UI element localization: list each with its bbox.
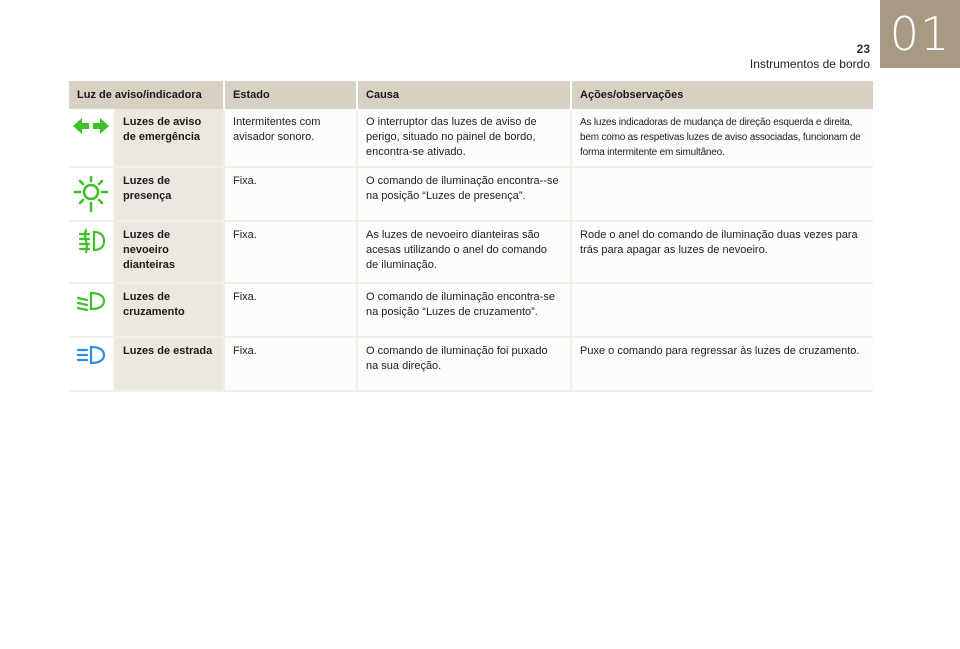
light-state: Fixa. (225, 222, 358, 284)
section-title: Instrumentos de bordo (749, 57, 870, 71)
light-name: Luzes de presença (115, 168, 225, 222)
light-action: Puxe o comando para regressar às luzes de cruzamento. (572, 338, 873, 392)
front-fog-lights-icon (76, 245, 106, 257)
light-cause: O comando de iluminação encontra--se na posição “Luzes de presença”. (358, 168, 572, 222)
light-cause: O interruptor das luzes de aviso de perigo, situado no painel de bordo, encontra-se ativado. (358, 109, 572, 168)
column-header-cause: Causa (358, 81, 572, 109)
dipped-beam-icon (75, 303, 107, 315)
light-state: Intermitentes com avisador sonoro. (225, 109, 358, 168)
column-header-action: Ações/observações (572, 81, 873, 109)
table-row (69, 284, 873, 338)
table-row (69, 222, 873, 284)
light-cause: O comando de iluminação foi puxado na sua direção. (358, 338, 572, 392)
column-header-light: Luz de aviso/indicadora (69, 81, 225, 109)
main-beam-icon (75, 357, 107, 369)
chapter-tab: 01 (880, 0, 960, 68)
light-action (572, 168, 873, 222)
table-row (69, 338, 873, 392)
light-cause: O comando de iluminação encontra-se na posição “Luzes de cruzamento”. (358, 284, 572, 338)
table-row (69, 109, 873, 168)
light-state: Fixa. (225, 338, 358, 392)
light-cause: As luzes de nevoeiro dianteiras são acesas utilizando o anel do comando de iluminação. (358, 222, 572, 284)
hazard-arrows-icon (71, 128, 111, 140)
sidelights-icon (72, 205, 110, 217)
light-state: Fixa. (225, 168, 358, 222)
light-name: Luzes de aviso de emergência (115, 109, 225, 168)
column-header-state: Estado (225, 81, 358, 109)
light-action (572, 284, 873, 338)
light-action: As luzes indicadoras de mudança de direção esquerda e direita, bem como as respetivas luzes de aviso associadas, funcionam de forma intermitente em simultâneo. (572, 109, 873, 168)
light-name: Luzes de cruzamento (115, 284, 225, 338)
light-name: Luzes de estrada (115, 338, 225, 392)
light-action: Rode o anel do comando de iluminação duas vezes para trás para apagar as luzes de nevoeiro. (572, 222, 873, 284)
light-name: Luzes de nevoeiro dianteiras (115, 222, 225, 284)
table-row (69, 168, 873, 222)
page-number: 23 (856, 42, 870, 56)
table-header-row (69, 81, 873, 109)
light-state: Fixa. (225, 284, 358, 338)
warning-lights-table (69, 81, 873, 392)
